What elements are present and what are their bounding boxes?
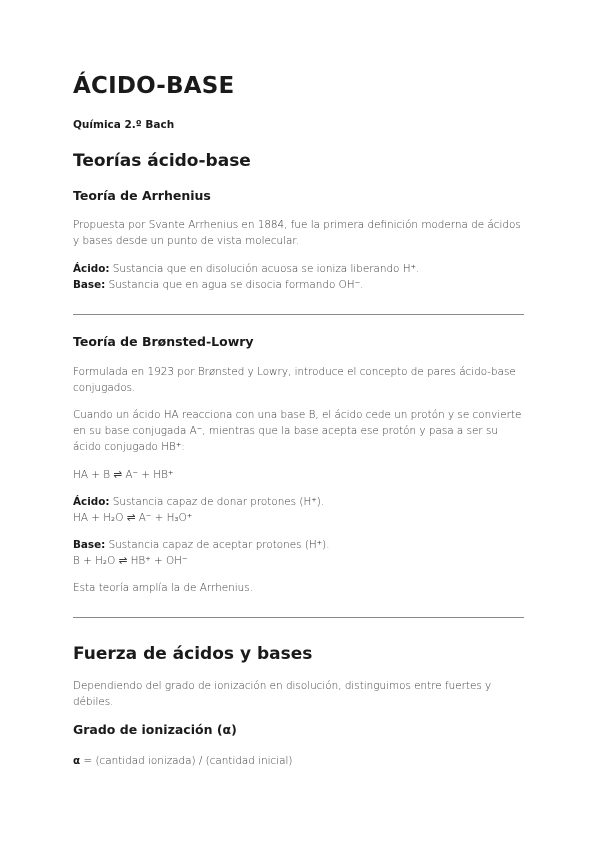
arrhenius-base-text: Sustancia que en agua se disocia formando OH⁻. — [105, 279, 364, 291]
subheading-arrhenius: Teoría de Arrhenius — [73, 188, 211, 203]
bronsted-general-equation: HA + B ⇌ A⁻ + HB⁺ — [73, 469, 174, 481]
arrhenius-acid-definition — [73, 261, 419, 277]
bronsted-base-definition — [73, 537, 330, 553]
strength-intro: Dependiendo del grado de ionización en disolución, distinguimos entre fuertes y débiles. — [73, 680, 492, 708]
arrhenius-acid-label: Ácido: — [73, 263, 110, 275]
ionization-formula-text: = (cantidad ionizada) / (cantidad inicial) — [80, 755, 293, 767]
bronsted-intro: Formulada en 1923 por Brønsted y Lowry, introduce el concepto de pares ácido-base conjugados. — [73, 366, 516, 394]
section-heading-theories: Teorías ácido-base — [73, 151, 251, 171]
bronsted-closing: Esta teoría amplía la de Arrhenius. — [73, 582, 253, 594]
subheading-bronsted: Teoría de Brønsted-Lowry — [73, 334, 254, 349]
bronsted-acid-label: Ácido: — [73, 496, 110, 508]
arrhenius-acid-text: Sustancia que en disolución acuosa se ioniza liberando H⁺. — [109, 263, 420, 275]
ionization-formula — [73, 753, 292, 769]
divider-2 — [73, 617, 524, 618]
document-title: ÁCIDO-BASE — [73, 73, 235, 99]
bronsted-base-text: Sustancia capaz de aceptar protones (H⁺). — [105, 539, 330, 551]
document-subtitle: Química 2.º Bach — [73, 119, 175, 131]
arrhenius-base-definition — [73, 277, 363, 293]
arrhenius-intro: Propuesta por Svante Arrhenius en 1884, fue la primera definición moderna de ácidos y bases desde un punto de vista molecular. — [73, 219, 521, 247]
bronsted-base-label: Base: — [73, 539, 106, 551]
bronsted-base-equation: B + H₂O ⇌ HB⁺ + OH⁻ — [73, 555, 188, 567]
subheading-ionization: Grado de ionización (α) — [73, 722, 237, 737]
bronsted-acid-equation: HA + H₂O ⇌ A⁻ + H₃O⁺ — [73, 512, 193, 524]
section-heading-strength: Fuerza de ácidos y bases — [73, 644, 313, 664]
bronsted-description: Cuando un ácido HA reacciona con una base B, el ácido cede un protón y se convierte en su base conjugada A⁻, mientras que la base acepta ese protón y pasa a ser su ácido conjugado HB⁺: — [73, 409, 522, 453]
bronsted-acid-definition — [73, 494, 324, 510]
arrhenius-base-label: Base: — [73, 279, 106, 291]
ionization-alpha-symbol: α — [73, 755, 81, 767]
divider-1 — [73, 314, 524, 315]
bronsted-acid-text: Sustancia capaz de donar protones (H⁺). — [109, 496, 325, 508]
